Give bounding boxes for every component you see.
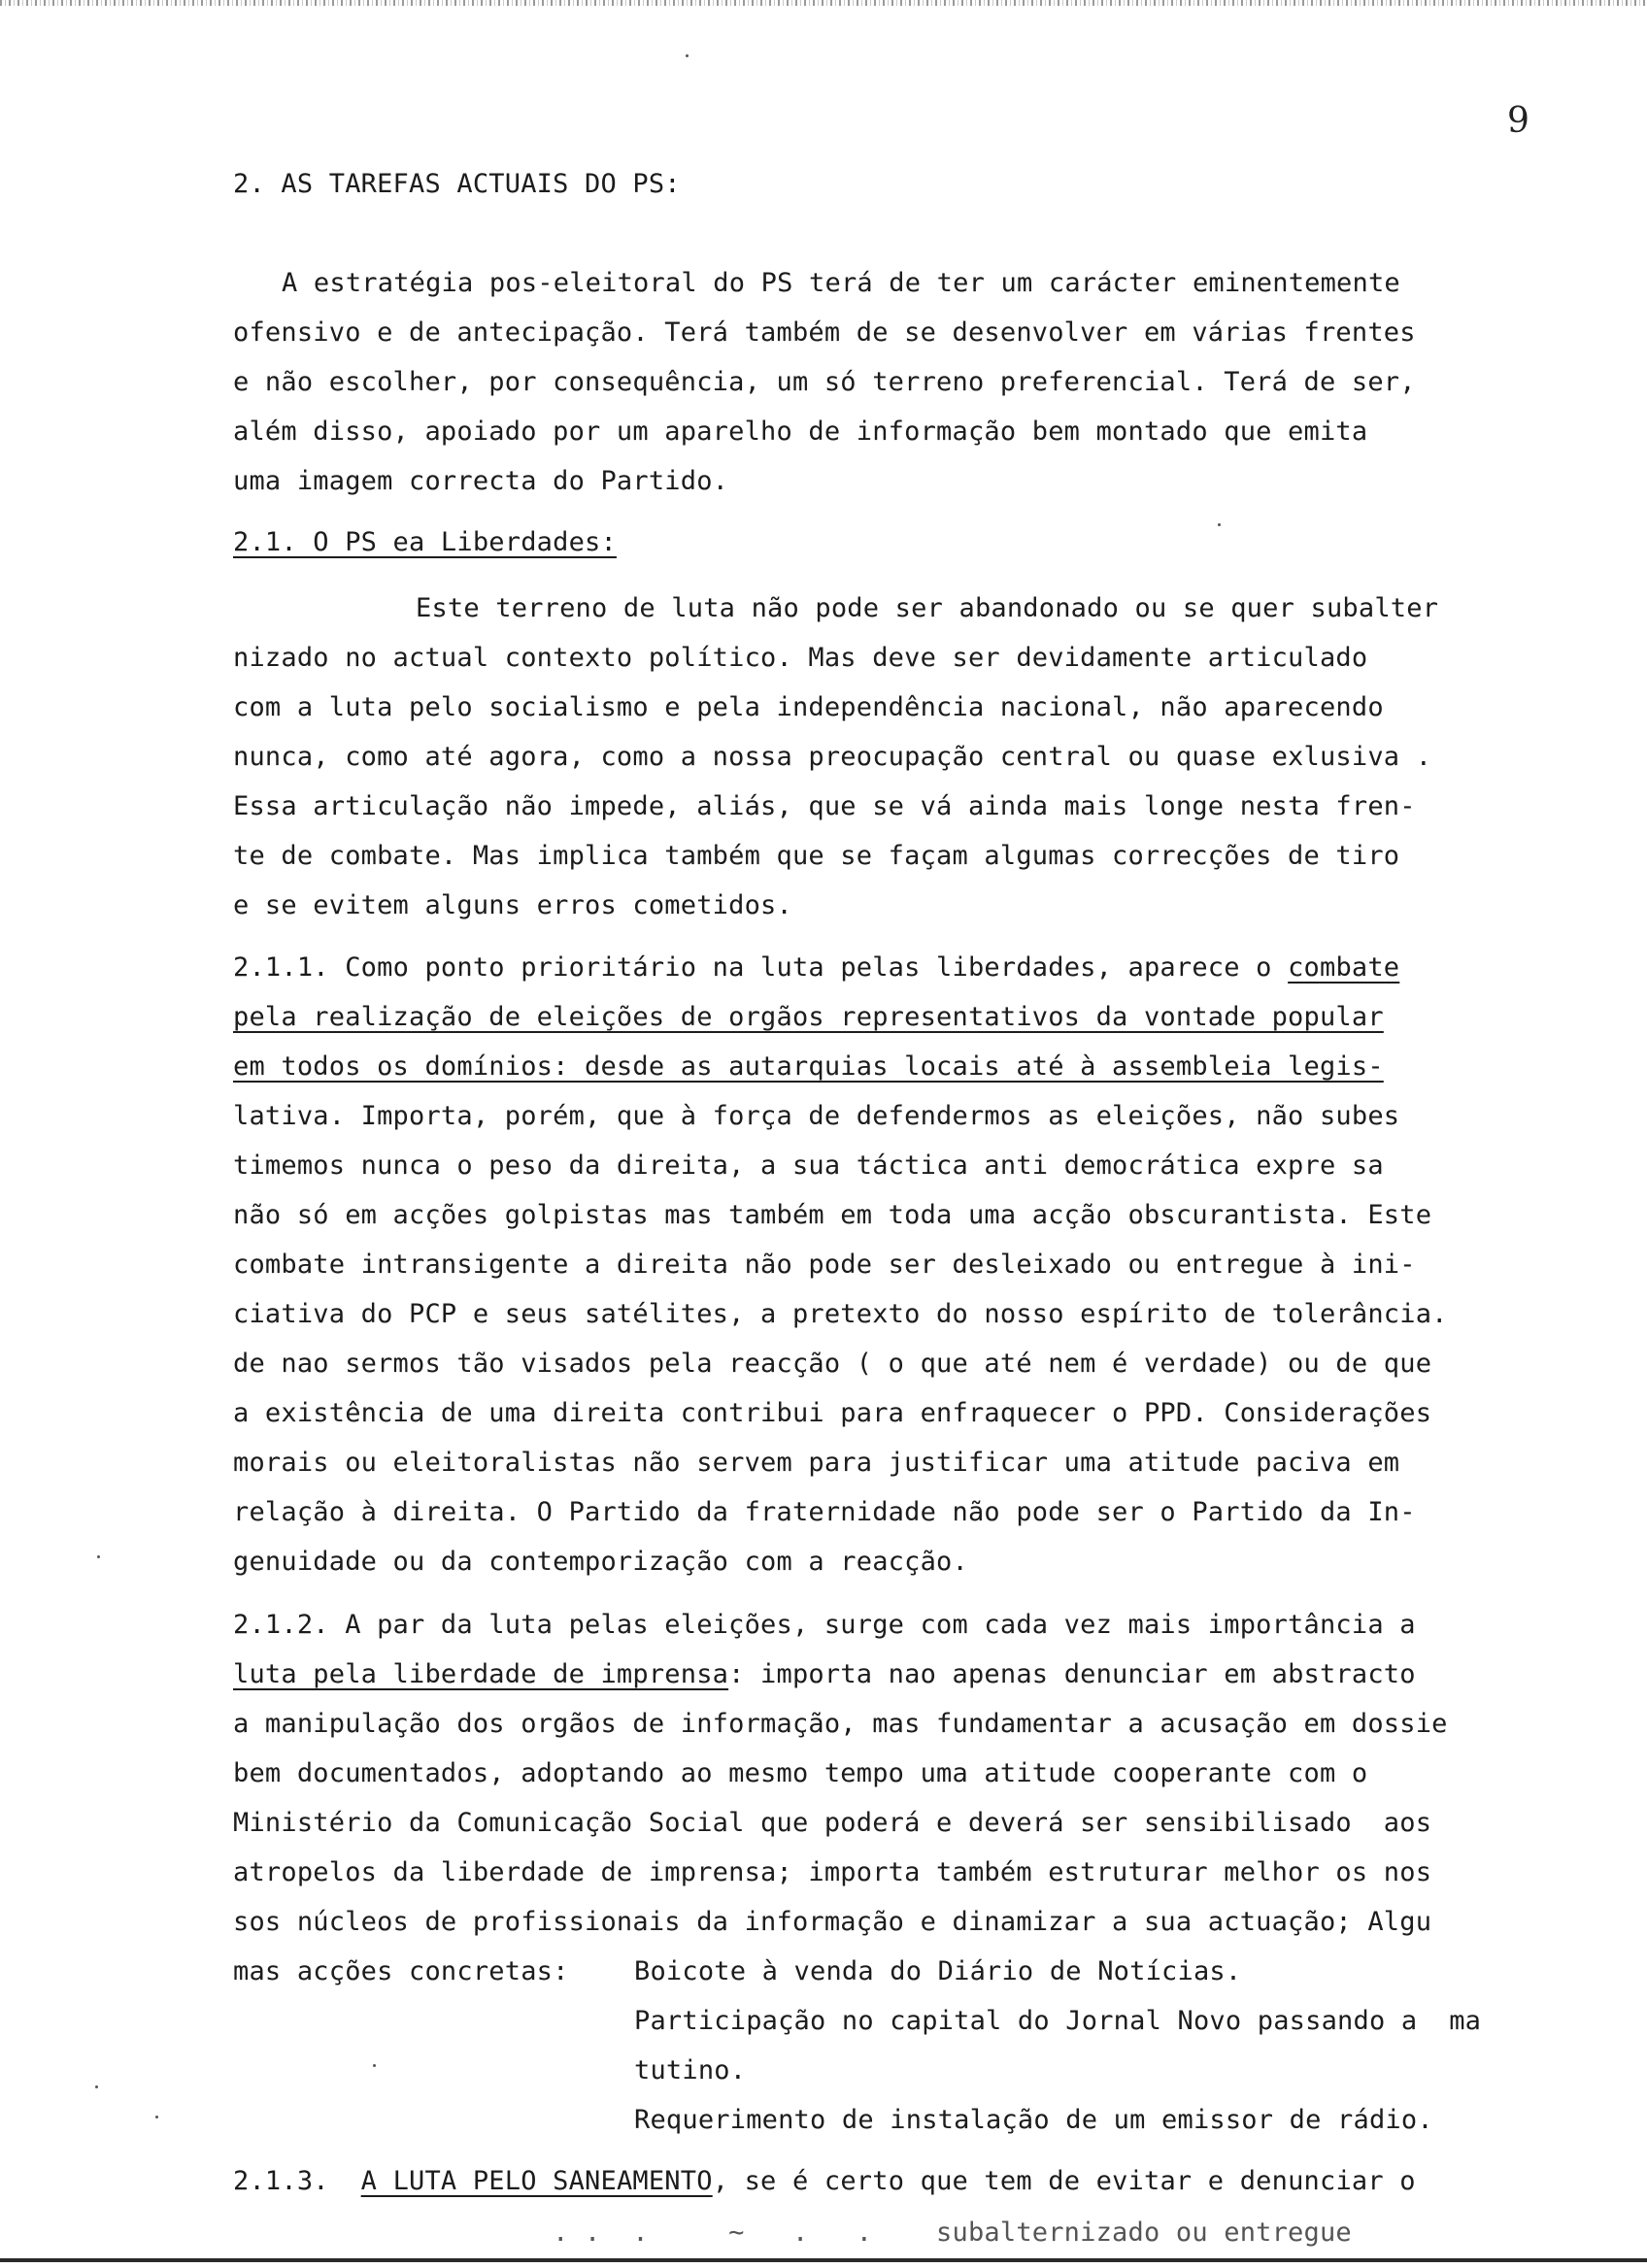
text-line: ciativa do PCP e seus satélites, a pretexto do nosso espírito de tolerância. xyxy=(233,1299,1448,1329)
text-line: Este terreno de luta não pode ser abandonado ou se quer subalter xyxy=(416,593,1439,623)
text-line: a existência de uma direita contribui para enfraquecer o PPD. Considerações xyxy=(233,1398,1432,1428)
text-line: Ministério da Comunicação Social que poderá e deverá ser sensibilisado aos xyxy=(233,1808,1432,1838)
text-segment: , se é certo que tem de evitar e denunciar o xyxy=(712,2166,1416,2196)
text-line: genuidade ou da contemporização com a reacção. xyxy=(233,1547,968,1577)
text-line: e não escolher, por consequência, um só terreno preferencial. Terá de ser, xyxy=(233,367,1416,397)
text-line: nunca, como até agora, como a nossa preocupação central ou quase exlusiva . xyxy=(233,742,1432,772)
paragraph-number: 2.1.1. xyxy=(233,952,329,983)
paragraph-number: 2.1.3. xyxy=(233,2166,329,2196)
underlined-text: A LUTA PELO SANEAMENTO xyxy=(360,2166,713,2196)
text-line xyxy=(233,2168,1416,2194)
scan-speck xyxy=(95,2085,98,2088)
scan-speck xyxy=(97,1555,100,1558)
scan-speck xyxy=(155,2116,158,2118)
text-line: com a luta pelo socialismo e pela independência nacional, não aparecendo xyxy=(233,692,1384,722)
text-line: ofensivo e de antecipação. Terá também de se desenvolver em várias frentes xyxy=(233,317,1416,348)
text-line: te de combate. Mas implica também que se façam algumas correcções de tiro xyxy=(233,841,1400,871)
action-item: Boicote à venda do Diário de Notícias. xyxy=(634,1956,1242,1986)
cut-off-line: . . . ~ . . subalternizado ou entregue xyxy=(233,2218,1352,2248)
subsection-title: 2.1. O PS ea Liberdades: xyxy=(233,527,617,557)
action-item: tutino. xyxy=(634,2055,747,2085)
text-line: uma imagem correcta do Partido. xyxy=(233,466,729,496)
text-line: não só em acções golpistas mas também em toda uma acção obscurantista. Este xyxy=(233,1200,1432,1230)
text-segment: : importa nao apenas denunciar em abstracto xyxy=(728,1659,1416,1689)
text-line: morais ou eleitoralistas não servem para justificar uma atitude paciva em xyxy=(233,1448,1400,1478)
scan-speck xyxy=(373,2064,376,2067)
scan-bottom-edge xyxy=(0,2258,1647,2262)
text-line: sos núcleos de profissionais da informação e dinamizar a sua actuação; Algu xyxy=(233,1907,1432,1937)
text-line: de nao sermos tão visados pela reacção ( o que até nem é verdade) ou de que xyxy=(233,1349,1432,1379)
section-heading: 2. AS TAREFAS ACTUAIS DO PS: xyxy=(233,169,681,199)
text-line xyxy=(233,1661,1416,1687)
text-line: timemos nunca o peso da direita, a sua táctica anti democrática expre sa xyxy=(233,1151,1384,1181)
text-line: Essa articulação não impede, aliás, que se vá ainda mais longe nesta fren- xyxy=(233,791,1416,821)
action-item: Requerimento de instalação de um emissor de rádio. xyxy=(634,2105,1433,2135)
text-line: e se evitem alguns erros cometidos. xyxy=(233,890,792,920)
text-line: nizado no actual contexto político. Mas deve ser devidamente articulado xyxy=(233,643,1368,673)
text-line: bem documentados, adoptando ao mesmo tempo uma atitude cooperante com o xyxy=(233,1758,1368,1788)
text-line: 2.1.2. A par da luta pelas eleições, surge com cada vez mais importância a xyxy=(233,1610,1416,1640)
text-segment: Como ponto prioritário na luta pelas liberdades, aparece o xyxy=(345,952,1289,983)
text-line: A estratégia pos-eleitoral do PS terá de ter um carácter eminentemente xyxy=(282,268,1400,298)
scan-top-edge xyxy=(0,0,1647,6)
text-line: além disso, apoiado por um aparelho de informação bem montado que emita xyxy=(233,417,1368,447)
scan-speck xyxy=(1218,523,1221,526)
scan-speck xyxy=(686,54,689,57)
actions-label: mas acções concretas: xyxy=(233,1956,569,1986)
underlined-line: pela realização de eleições de orgãos representativos da vontade popular xyxy=(233,1002,1384,1032)
action-item: Participação no capital do Jornal Novo passando a ma xyxy=(634,2006,1482,2036)
underlined-line: em todos os domínios: desde as autarquias locais até à assembleia legis- xyxy=(233,1051,1384,1082)
page-number: 9 xyxy=(1507,101,1529,141)
text-line: combate intransigente a direita não pode ser desleixado ou entregue à ini- xyxy=(233,1250,1416,1280)
underlined-text: combate xyxy=(1288,952,1400,983)
text-line: atropelos da liberdade de imprensa; importa também estruturar melhor os nos xyxy=(233,1857,1432,1887)
text-line xyxy=(233,954,1399,981)
text-line: a manipulação dos orgãos de informação, mas fundamentar a acusação em dossie xyxy=(233,1709,1448,1739)
underlined-text: luta pela liberdade de imprensa xyxy=(233,1659,729,1689)
text-line: lativa. Importa, porém, que à força de defendermos as eleições, não subes xyxy=(233,1101,1400,1131)
text-line: relação à direita. O Partido da fraternidade não pode ser o Partido da In- xyxy=(233,1497,1416,1527)
